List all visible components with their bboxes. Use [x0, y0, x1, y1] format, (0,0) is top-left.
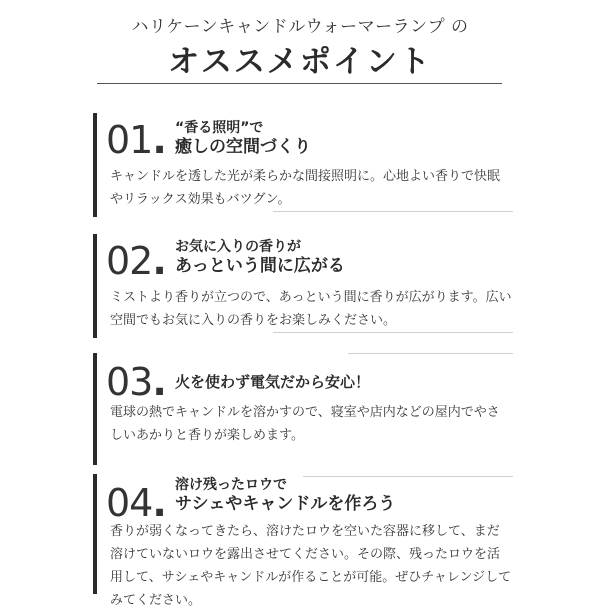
point-divider — [273, 332, 513, 333]
point-heading-large: 火を使わず電気だから安心！ — [175, 373, 371, 391]
point-01 — [93, 113, 513, 217]
point-body: 香りが弱くなってきたら、溶けたロウを空いた容器に移して、まだ溶けていないロウを露出させてください。その際、残ったロウを活用して、サシェやキャンドルが作ることが可能。ぜひチャレンジしてみてください。 — [110, 524, 512, 608]
point-heading-large: あっという間に広がる — [175, 256, 345, 276]
point-heading-small: お気に入りの香りが — [175, 239, 301, 255]
point-heading-small: “香る照明”で — [175, 120, 264, 136]
header-subtitle: ハリケーンキャンドルウォーマーランプ の — [131, 17, 469, 37]
point-body: キャンドルを透した光が柔らかな間接照明に。心地よい香りで快眠やリラックス効果もバツグン。 — [110, 169, 501, 207]
point-accent-bar — [93, 234, 97, 338]
point-body: 電球の熱でキャンドルを溶かすので、寝室や店内などの屋内でやさしいあかりと香りが楽しめます。 — [110, 405, 500, 443]
point-accent-bar — [93, 113, 97, 217]
header-divider — [97, 83, 502, 84]
point-03 — [93, 353, 513, 465]
point-accent-bar — [93, 353, 97, 465]
point-number: 01. — [106, 118, 166, 162]
point-divider — [348, 353, 513, 354]
point-number: 04. — [106, 481, 166, 525]
point-heading-large: 癒しの空間づくり — [175, 137, 311, 157]
point-divider — [303, 476, 513, 477]
point-body: ミストより香りが立つので、あっという間に香りが広がります。広い空間でもお気に入りの香りをお楽しみください。 — [110, 290, 512, 328]
point-number: 02. — [106, 239, 166, 283]
point-04 — [93, 474, 513, 608]
point-divider — [273, 211, 513, 212]
header-title: オススメポイント — [168, 44, 432, 80]
point-accent-bar — [93, 474, 97, 594]
point-heading-small: 溶け残ったロウで — [175, 477, 287, 493]
point-heading-large: サシェやキャンドルを作ろう — [175, 494, 396, 514]
point-number: 03. — [106, 360, 166, 404]
point-02 — [93, 234, 513, 338]
header — [0, 0, 600, 100]
